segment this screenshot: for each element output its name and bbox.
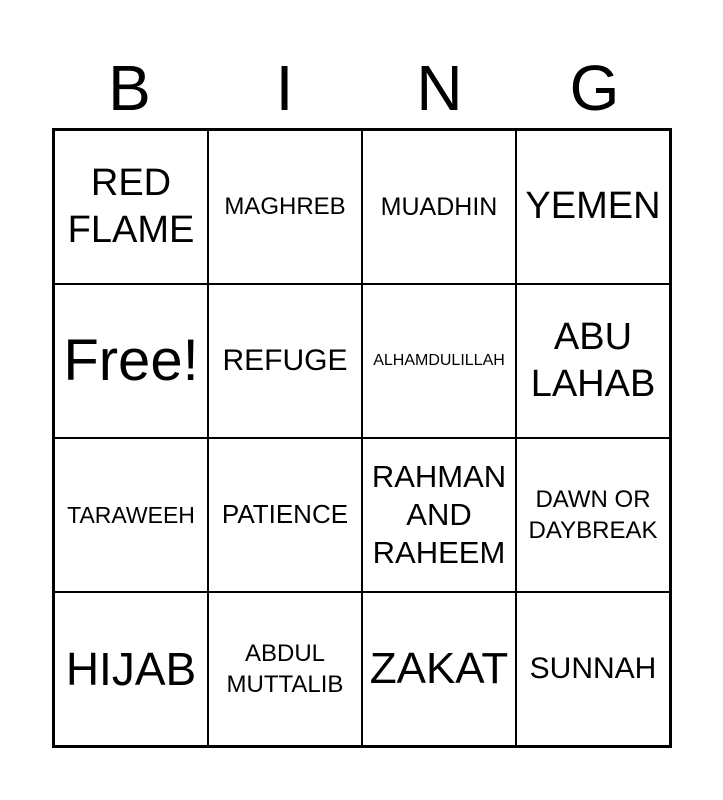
free-space-cell[interactable] — [54, 284, 208, 438]
cell-text: RAHMAN AND RAHEEM — [371, 459, 507, 570]
cell-text: DAWN OR DAYBREAK — [528, 485, 658, 544]
cell-text: ZAKAT — [369, 643, 509, 693]
bingo-cell[interactable] — [362, 284, 516, 438]
cell-text: HIJAB — [65, 642, 197, 695]
bingo-cell[interactable] — [54, 130, 208, 284]
bingo-cell[interactable] — [54, 592, 208, 746]
bingo-header — [52, 52, 672, 128]
cell-text: YEMEN — [525, 185, 661, 228]
header-letter-b: B — [108, 52, 151, 124]
bingo-cell[interactable] — [516, 284, 670, 438]
cell-text: ABDUL MUTTALIB — [226, 639, 344, 698]
header-letter-n: N — [416, 52, 463, 124]
bingo-cell[interactable] — [516, 130, 670, 284]
bingo-cell[interactable] — [362, 438, 516, 592]
bingo-cell[interactable] — [208, 284, 362, 438]
cell-text: MAGHREB — [224, 193, 346, 221]
cell-text: REFUGE — [222, 343, 348, 377]
bingo-cell[interactable] — [208, 592, 362, 746]
header-letter-g: G — [569, 52, 620, 124]
bingo-cell[interactable] — [54, 438, 208, 592]
bingo-cell[interactable] — [362, 592, 516, 746]
bingo-cell[interactable] — [362, 130, 516, 284]
cell-text: MUADHIN — [380, 192, 498, 221]
bingo-cell[interactable] — [208, 438, 362, 592]
cell-text: PATIENCE — [221, 499, 349, 530]
cell-text: TARAWEEH — [67, 501, 195, 528]
bingo-cell[interactable] — [516, 592, 670, 746]
bingo-cell[interactable] — [208, 130, 362, 284]
bingo-card — [52, 128, 672, 748]
cell-text: ABU LAHAB — [530, 315, 656, 405]
free-space-text: Free! — [63, 327, 199, 393]
cell-text: RED FLAME — [67, 161, 195, 251]
cell-text: ALHAMDULILLAH — [373, 351, 505, 369]
bingo-cell[interactable] — [516, 438, 670, 592]
header-letter-i: I — [275, 52, 294, 124]
cell-text: SUNNAH — [529, 651, 657, 685]
